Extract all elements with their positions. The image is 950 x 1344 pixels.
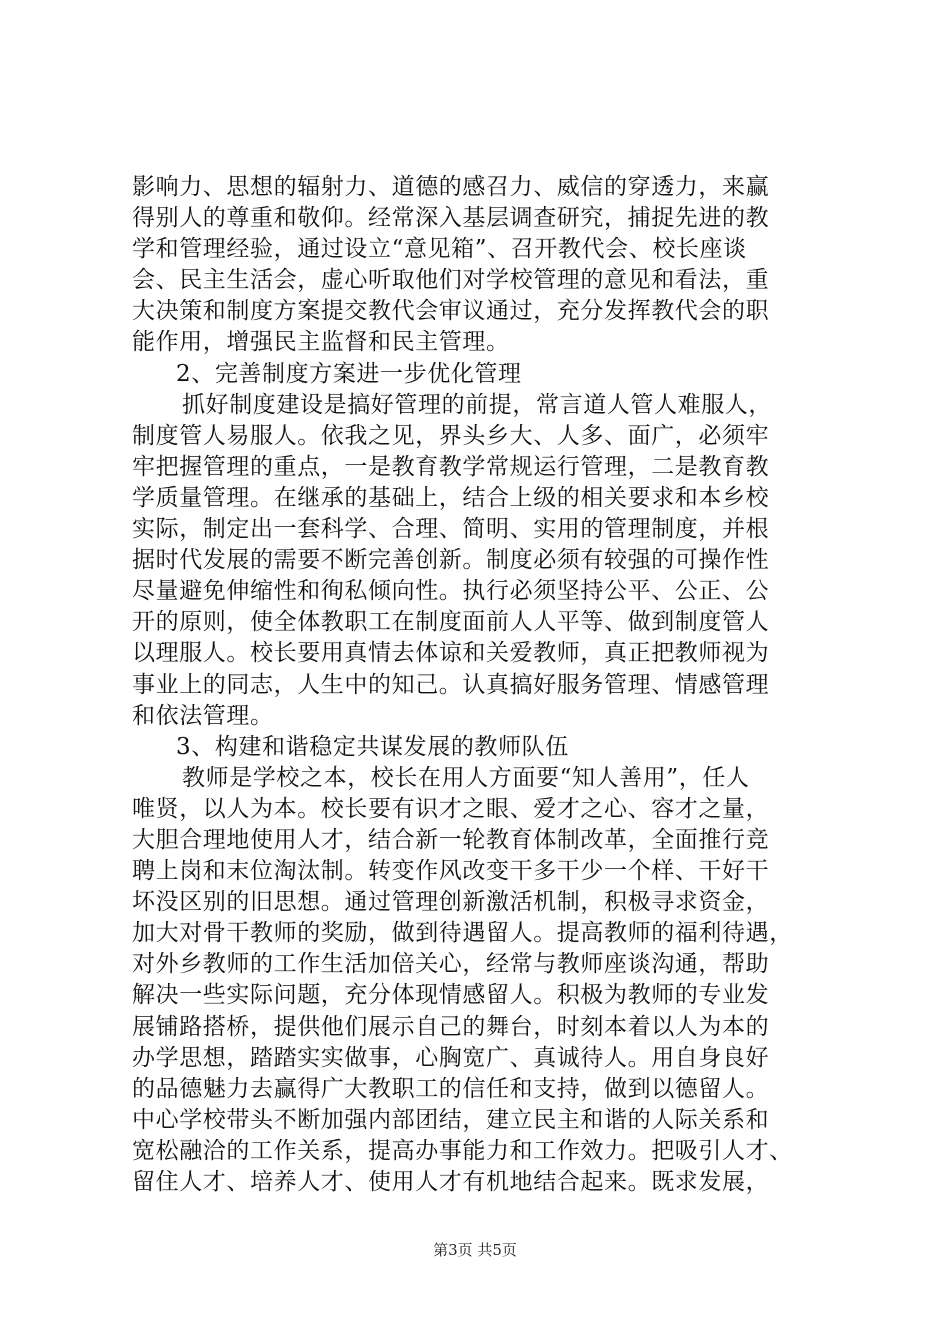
text-line: 大胆合理地使用人才，结合新一轮教育体制改革，全面推行竞 xyxy=(132,826,770,853)
text-line: 会、民主生活会，虚心听取他们对学校管理的意见和看法，重 xyxy=(132,267,770,294)
text-line: 学和管理经验，通过设立“意见箱”、召开教代会、校长座谈 xyxy=(132,236,747,263)
text-line: 留住人才、培养人才、使用人才有机地结合起来。既求发展， xyxy=(132,1169,770,1195)
text-line: 制度管人易服人。依我之见，界头乡大、人多、面广，必须牢 xyxy=(132,422,770,449)
text-line: 加大对骨干教师的奖励，做到待遇留人。提高教师的福利待遇， xyxy=(132,920,793,947)
text-line: 抓好制度建设是搞好管理的前提，常言道人管人难服人， xyxy=(182,391,772,418)
text-line: 聘上岗和末位淘汰制。转变作风改变干多干少一个样、干好干 xyxy=(132,858,770,885)
text-line: 坏没区别的旧思想。通过管理创新激活机制，积极寻求资金， xyxy=(132,889,770,916)
text-line: 对外乡教师的工作生活加倍关心，经常与教师座谈沟通，帮助 xyxy=(132,951,770,978)
text-line: 展铺路搭桥，提供他们展示自己的舞台，时刻本着以人为本的 xyxy=(132,1013,770,1040)
text-line: 得别人的尊重和敬仰。经常深入基层调查研究，捕捉先进的教 xyxy=(132,205,770,232)
text-line: 中心学校带头不断加强内部团结，建立民主和谐的人际关系和 xyxy=(132,1106,770,1133)
text-line: 大决策和制度方案提交教代会审议通过，充分发挥教代会的职 xyxy=(132,298,770,325)
text-line: 宽松融洽的工作关系，提高办事能力和工作效力。把吸引人才、 xyxy=(132,1137,793,1164)
text-line: 教师是学校之本，校长在用人方面要“知人善用”，任人 xyxy=(182,764,750,791)
text-line: 唯贤，以人为本。校长要有识才之眼、爱才之心、容才之量， xyxy=(132,795,770,822)
text-line: 尽量避免伸缩性和徇私倾向性。执行必须坚持公平、公正、公 xyxy=(132,578,770,605)
text-line: 开的原则，使全体教职工在制度面前人人平等、做到制度管人 xyxy=(132,609,770,636)
page-footer: 第3页 共5页 xyxy=(433,1241,517,1259)
text-line: 事业上的同志，人生中的知己。认真搞好服务管理、情感管理 xyxy=(132,671,770,698)
section-heading: 3、构建和谐稳定共谋发展的教师队伍 xyxy=(176,733,569,760)
text-line: 和依法管理。 xyxy=(132,702,274,729)
text-line: 据时代发展的需要不断完善创新。制度必须有较强的可操作性 xyxy=(132,547,770,574)
text-line: 影响力、思想的辐射力、道德的感召力、威信的穿透力，来赢 xyxy=(132,174,770,200)
text-line: 办学思想，踏踏实实做事，心胸宽广、真诚待人。用自身良好 xyxy=(132,1044,770,1071)
text-line: 实际，制定出一套科学、合理、简明、实用的管理制度，并根 xyxy=(132,516,770,543)
section-heading: 2、完善制度方案进一步优化管理 xyxy=(176,360,522,387)
document-body xyxy=(132,172,832,1198)
text-line: 解决一些实际问题，充分体现情感留人。积极为教师的专业发 xyxy=(132,982,770,1009)
text-line: 能作用，增强民主监督和民主管理。 xyxy=(132,329,510,356)
text-line: 以理服人。校长要用真情去体谅和关爱教师，真正把教师视为 xyxy=(132,640,770,667)
text-line: 牢把握管理的重点，一是教育教学常规运行管理，二是教育教 xyxy=(132,453,770,480)
text-line: 的品德魅力去赢得广大教职工的信任和支持，做到以德留人。 xyxy=(132,1075,770,1102)
text-line: 学质量管理。在继承的基础上，结合上级的相关要求和本乡校 xyxy=(132,484,770,511)
